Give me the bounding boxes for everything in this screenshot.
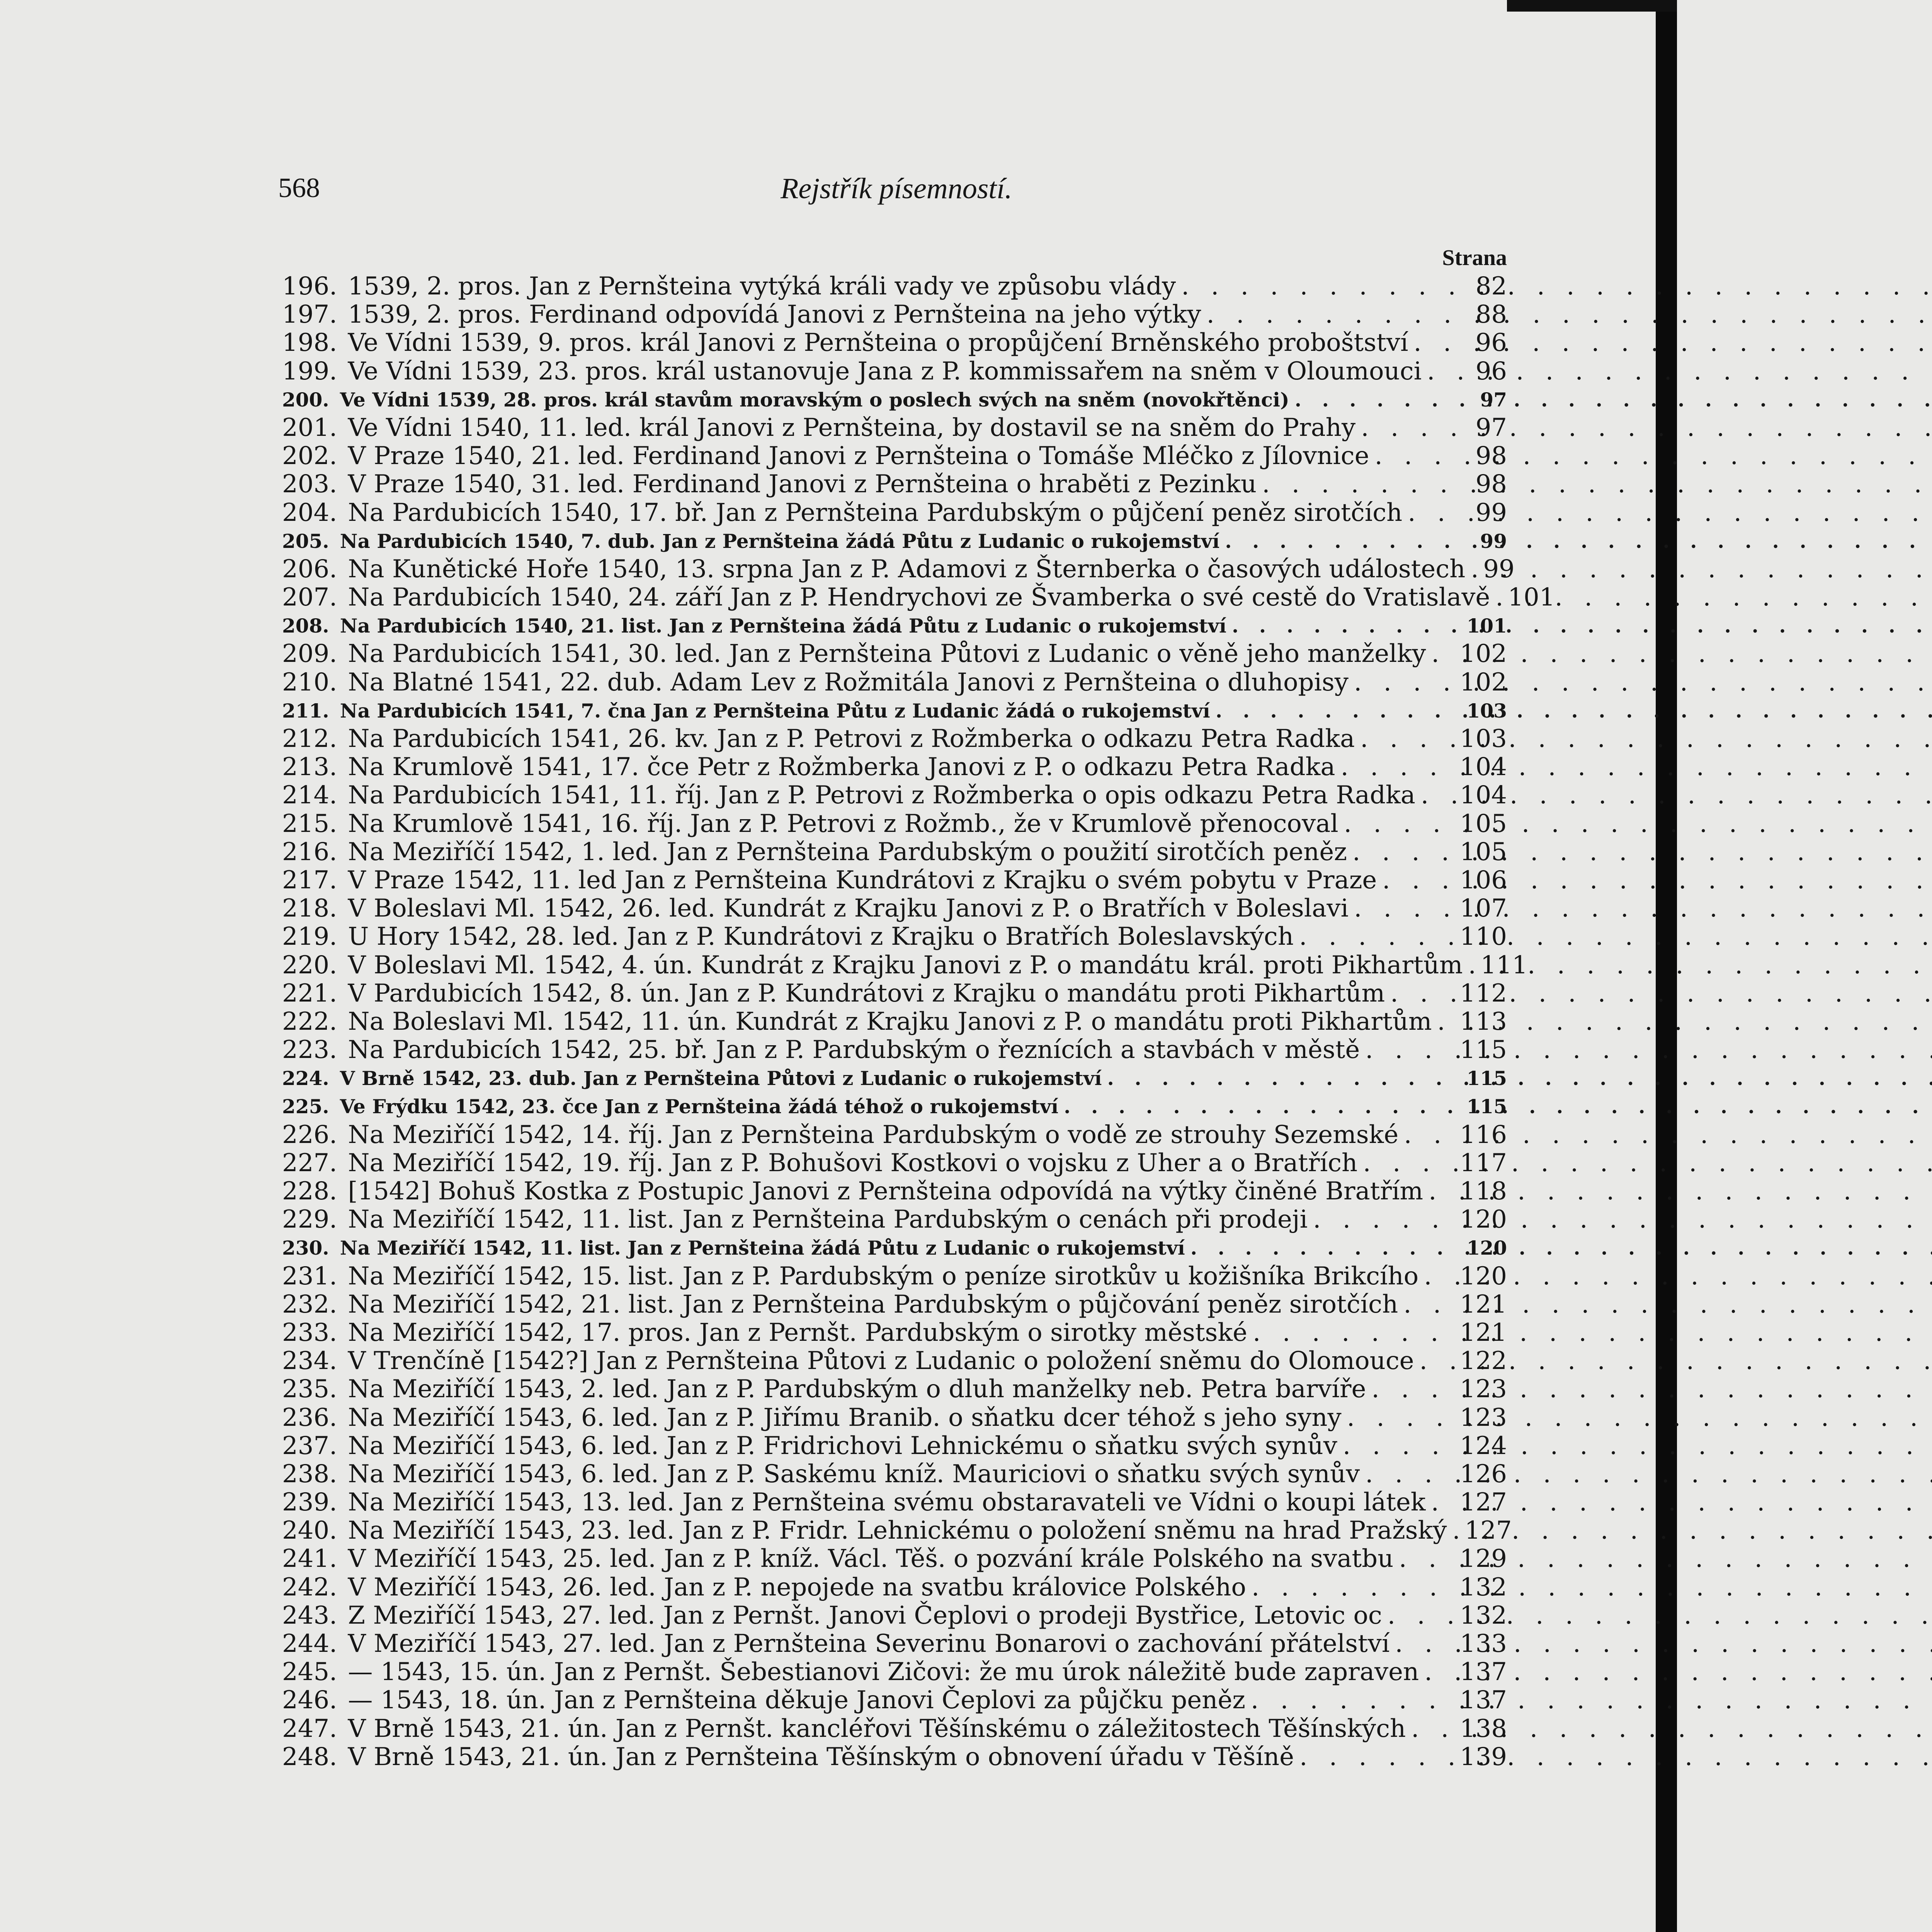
- entry-number: 226.: [282, 1120, 337, 1149]
- dot-leader: [1185, 1234, 1462, 1262]
- entry-number: 214.: [282, 781, 337, 810]
- entry-page-number: 104: [1459, 753, 1507, 782]
- dot-leader: [1335, 753, 1455, 781]
- register-entry: [282, 1432, 1507, 1460]
- entry-description: V Trenčíně [1542?] Jan z Pernšteina Půtovi z Ludanic o položení sněmu do Olomouce: [348, 1347, 1414, 1376]
- entry-number: 211.: [282, 699, 329, 722]
- page-header: [278, 172, 1511, 207]
- entry-description: Na Pardubicích 1540, 7. dub. Jan z Pernšteina žádá Půtu z Ludanic o rukojemství: [340, 529, 1220, 553]
- entry-page-number: 102: [1459, 668, 1507, 697]
- entry-number: 221.: [282, 979, 337, 1008]
- dot-leader: [1247, 1319, 1455, 1347]
- dot-leader: [1398, 1121, 1455, 1149]
- register-entry: [282, 272, 1507, 301]
- dot-leader: [1385, 980, 1455, 1008]
- entry-description: Na Meziříčí 1543, 6. led. Jan z P. Fridrichovi Lehnickému o sňatku svých synův: [348, 1431, 1337, 1460]
- entry-number: 225.: [282, 1095, 329, 1118]
- entry-page-number: 123: [1459, 1403, 1507, 1432]
- entry-description: Ve Vídni 1539, 9. pros. král Janovi z Pernšteina o propůjčení Brněnského proboštství: [348, 328, 1408, 357]
- register-entry: [282, 527, 1507, 555]
- entry-page-number: 106: [1459, 866, 1507, 895]
- entry-page-number: 116: [1459, 1120, 1507, 1149]
- register-entry: [282, 668, 1507, 697]
- entry-number: 228.: [282, 1177, 337, 1206]
- page-column-label: Strana: [1442, 245, 1507, 270]
- entry-number: 207.: [282, 583, 337, 612]
- entry-description: V Meziříčí 1543, 26. led. Jan z P. nepojede na svatbu královice Polského: [348, 1573, 1246, 1602]
- register-entry: [282, 640, 1507, 668]
- dot-leader: [1463, 951, 1476, 980]
- entry-page-number: 139: [1459, 1742, 1507, 1771]
- dot-leader: [1337, 1432, 1455, 1460]
- entry-description: V Brně 1543, 21. ún. Jan z Pernšteina Těšínským o obnovení úřadu v Těšíně: [348, 1742, 1294, 1771]
- register-entry: [282, 1262, 1507, 1291]
- dot-leader: [1426, 640, 1455, 668]
- entry-number: 215.: [282, 809, 337, 838]
- entry-page-number: 124: [1459, 1431, 1507, 1460]
- register-entry: [282, 1602, 1507, 1630]
- entry-description: V Meziříčí 1543, 27. led. Jan z Pernšteina Severinu Bonarovi o zachování přátelství: [348, 1629, 1390, 1658]
- register-list: [282, 272, 1555, 1771]
- register-entry: [282, 1008, 1507, 1036]
- entry-page-number: 129: [1459, 1544, 1507, 1573]
- entry-number: 223.: [282, 1036, 337, 1065]
- entry-number: 248.: [282, 1742, 337, 1771]
- register-entry: [282, 414, 1507, 442]
- register-entry: [282, 583, 1555, 612]
- page-title: Rejstřík písemností.: [781, 172, 1012, 205]
- entry-number: 197.: [282, 300, 337, 329]
- entry-page-number: 137: [1459, 1686, 1507, 1715]
- register-entry: [282, 1375, 1507, 1403]
- entry-number: 230.: [282, 1236, 329, 1260]
- dot-leader: [1210, 697, 1462, 725]
- entry-page-number: 138: [1459, 1714, 1507, 1743]
- entry-number: 199.: [282, 357, 337, 386]
- entry-page-number: 112: [1459, 979, 1507, 1008]
- entry-number: 208.: [282, 614, 329, 638]
- dot-leader: [1382, 1602, 1455, 1630]
- register-entry: [282, 612, 1507, 640]
- entry-page-number: 97: [1475, 413, 1507, 442]
- entry-description: V Boleslavi Ml. 1542, 26. led. Kundrát z Krajku Janovi z P. o Bratřích v Boleslavi: [348, 894, 1349, 923]
- dot-leader: [1360, 1460, 1455, 1488]
- entry-description: — 1543, 18. ún. Jan z Pernšteina děkuje Janovi Čeplovi za půjčku peněz: [348, 1686, 1245, 1715]
- entry-page-number: 107: [1459, 894, 1507, 923]
- register-entry: [282, 301, 1507, 329]
- dot-leader: [1294, 923, 1455, 951]
- register-entry: [282, 1036, 1507, 1064]
- register-entry: [282, 810, 1507, 838]
- entry-page-number: 122: [1459, 1347, 1507, 1376]
- entry-page-number: 137: [1459, 1658, 1507, 1687]
- dot-leader: [1355, 725, 1455, 753]
- entry-number: 240.: [282, 1516, 337, 1545]
- entry-description: Na Pardubicích 1541, 26. kv. Jan z P. Petrovi z Rožmberka o odkazu Petra Radka: [348, 724, 1355, 753]
- entry-page-number: 121: [1459, 1318, 1507, 1347]
- dot-leader: [1342, 1404, 1455, 1432]
- entry-number: 245.: [282, 1658, 337, 1687]
- entry-number: 242.: [282, 1573, 337, 1602]
- entry-page-number: 97: [1480, 388, 1507, 411]
- entry-number: 200.: [282, 388, 329, 411]
- entry-description: Na Meziříčí 1542, 1. led. Jan z Pernšteina Pardubským o použití sirotčích peněz: [348, 837, 1347, 866]
- entry-number: 237.: [282, 1431, 337, 1460]
- register-entry: [282, 1715, 1507, 1743]
- entry-number: 202.: [282, 442, 337, 471]
- dot-leader: [1355, 414, 1471, 442]
- register-entry: [282, 1573, 1507, 1602]
- entry-number: 229.: [282, 1205, 337, 1234]
- register-entry: [282, 329, 1507, 357]
- entry-number: 247.: [282, 1714, 337, 1743]
- entry-number: 210.: [282, 668, 337, 697]
- entry-number: 239.: [282, 1488, 337, 1517]
- entry-description: Na Meziříčí 1543, 23. led. Jan z P. Fridr. Lehnickému o položení sněmu na hrad Pražský: [348, 1516, 1447, 1545]
- dot-leader: [1257, 470, 1471, 498]
- scan-border-top: [1507, 0, 1677, 12]
- register-entry: [282, 753, 1507, 781]
- register-entry: [282, 725, 1507, 753]
- entry-number: 224.: [282, 1067, 329, 1090]
- dot-leader: [1308, 1206, 1455, 1234]
- entry-number: 217.: [282, 866, 337, 895]
- dot-leader: [1201, 301, 1471, 329]
- dot-leader: [1389, 1630, 1455, 1658]
- register-entry: [282, 1206, 1507, 1234]
- entry-number: 233.: [282, 1318, 337, 1347]
- dot-leader: [1366, 1375, 1455, 1403]
- entry-page-number: 96: [1475, 328, 1507, 357]
- dot-leader: [1294, 1743, 1455, 1771]
- register-entry: [282, 1347, 1507, 1375]
- entry-description: Na Meziříčí 1542, 15. list. Jan z P. Pardubským o peníze sirotkův u kožišníka Brikcího: [348, 1262, 1419, 1291]
- entry-description: Ve Vídni 1539, 28. pros. král stavům moravským o poslech svých na sněm (novokřtěnci): [340, 388, 1289, 411]
- dot-leader: [1369, 442, 1471, 470]
- entry-page-number: 99: [1483, 554, 1515, 583]
- entry-description: Na Boleslavi Ml. 1542, 11. ún. Kundrát z Krajku Janovi z P. o mandátu proti Pikhartům: [348, 1007, 1432, 1036]
- entry-page-number: 127: [1464, 1516, 1512, 1545]
- dot-leader: [1490, 583, 1503, 612]
- entry-number: 204.: [282, 498, 337, 527]
- entry-description: V Brně 1543, 21. ún. Jan z Pernšt. kancléřovi Těšínskému o záležitostech Těšínských: [348, 1714, 1406, 1743]
- entry-number: 206.: [282, 554, 337, 583]
- entry-description: V Boleslavi Ml. 1542, 4. ún. Kundrát z Krajku Janovi z P. o mandátu král. proti Pikhartům: [348, 951, 1463, 980]
- dot-leader: [1360, 1036, 1455, 1064]
- register-entry: [282, 470, 1507, 498]
- entry-description: V Pardubicích 1542, 8. ún. Jan z P. Kundrátovi z Krajku o mandátu proti Pikhartům: [348, 979, 1385, 1008]
- entry-page-number: 111: [1480, 951, 1528, 980]
- dot-leader: [1398, 1291, 1455, 1319]
- entry-page-number: 105: [1459, 837, 1507, 866]
- dot-leader: [1402, 499, 1471, 527]
- entry-number: 213.: [282, 753, 337, 782]
- entry-description: Ve Vídni 1540, 11. led. král Janovi z Pernšteina, by dostavil se na sněm do Prahy: [348, 413, 1356, 442]
- entry-page-number: 115: [1459, 1036, 1507, 1065]
- entry-description: Na Pardubicích 1540, 21. list. Jan z Pernšteina žádá Půtu z Ludanic o rukojemství: [340, 614, 1226, 638]
- entry-description: Na Meziříčí 1542, 17. pros. Jan z Pernšt. Pardubským o sirotky městské: [348, 1318, 1248, 1347]
- register-entry: [282, 697, 1507, 725]
- register-entry: [282, 1064, 1507, 1092]
- dot-leader: [1418, 1262, 1455, 1291]
- entry-page-number: 120: [1466, 1236, 1507, 1260]
- entry-number: 212.: [282, 724, 337, 753]
- dot-leader: [1289, 386, 1471, 414]
- entry-number: 218.: [282, 894, 337, 923]
- dot-leader: [1226, 612, 1462, 640]
- register-entry: [282, 1092, 1507, 1121]
- dot-leader: [1423, 1177, 1455, 1206]
- dot-leader: [1349, 895, 1455, 923]
- register-entry: [282, 1149, 1507, 1177]
- register-entry: [282, 357, 1507, 386]
- entry-description: Na Pardubicích 1541, 30. led. Jan z Pernšteina Půtovi z Ludanic o věně jeho manželky: [348, 639, 1426, 668]
- entry-page-number: 110: [1459, 922, 1507, 951]
- register-entry: [282, 895, 1507, 923]
- entry-page-number: 132: [1459, 1601, 1507, 1630]
- entry-description: Na Krumlově 1541, 16. říj. Jan z P. Petrovi z Rožmb., že v Krumlově přenocoval: [348, 809, 1338, 838]
- entry-page-number: 105: [1459, 809, 1507, 838]
- entry-number: 243.: [282, 1601, 337, 1630]
- dot-leader: [1176, 272, 1471, 301]
- entry-number: 231.: [282, 1262, 337, 1291]
- entry-description: Na Pardubicích 1540, 24. září Jan z P. Hendrychovi ze Švamberka o své cestě do Vratislavě: [348, 583, 1490, 612]
- entry-number: 198.: [282, 328, 337, 357]
- entry-page-number: 98: [1475, 470, 1507, 499]
- entry-number: 241.: [282, 1544, 337, 1573]
- dot-leader: [1393, 1545, 1455, 1573]
- entry-number: 220.: [282, 951, 337, 980]
- dot-leader: [1415, 781, 1455, 810]
- dot-leader: [1432, 1008, 1455, 1036]
- register-entry: [282, 1516, 1512, 1545]
- entry-page-number: 102: [1459, 639, 1507, 668]
- register-entry: [282, 1658, 1507, 1686]
- entry-page-number: 133: [1459, 1629, 1507, 1658]
- entry-number: 205.: [282, 529, 329, 553]
- register-entry: [282, 442, 1507, 470]
- entry-number: 234.: [282, 1347, 337, 1376]
- dot-leader: [1408, 329, 1471, 357]
- dot-leader: [1219, 527, 1471, 555]
- entry-description: Na Meziříčí 1542, 21. list. Jan z Pernšteina Pardubským o půjčování peněz sirotčích: [348, 1290, 1398, 1319]
- register-entry: [282, 499, 1507, 527]
- entry-description: V Brně 1542, 23. dub. Jan z Pernšteina Půtovi z Ludanic o rukojemství: [340, 1067, 1102, 1090]
- register-entry: [282, 866, 1507, 895]
- dot-leader: [1245, 1686, 1455, 1714]
- entry-number: 219.: [282, 922, 337, 951]
- entry-number: 196.: [282, 272, 337, 301]
- dot-leader: [1357, 1149, 1455, 1177]
- entry-number: 201.: [282, 413, 337, 442]
- entry-description: Na Krumlově 1541, 17. čce Petr z Rožmberka Janovi z P. o odkazu Petra Radka: [348, 753, 1335, 782]
- entry-description: 1539, 2. pros. Ferdinand odpovídá Janovi z Pernšteina na jeho výtky: [348, 300, 1201, 329]
- entry-page-number: 96: [1475, 357, 1507, 386]
- dot-leader: [1465, 555, 1478, 583]
- entry-description: Na Meziříčí 1543, 6. led. Jan z P. Saskému kníž. Mauriciovi o sňatku svých synův: [348, 1459, 1360, 1488]
- register-entry: [282, 1545, 1507, 1573]
- register-entry: [282, 1488, 1507, 1517]
- entry-page-number: 120: [1459, 1262, 1507, 1291]
- entry-description: Na Meziříčí 1543, 2. led. Jan z P. Pardubským o dluh manželky neb. Petra barvíře: [348, 1375, 1366, 1404]
- entry-number: 238.: [282, 1459, 337, 1488]
- entry-page-number: 127: [1459, 1488, 1507, 1517]
- entry-page-number: 99: [1480, 529, 1507, 553]
- entry-description: V Meziříčí 1543, 25. led. Jan z P. kníž. Václ. Těš. o pozvání krále Polského na svatbu: [348, 1544, 1394, 1573]
- entry-description: V Praze 1542, 11. led Jan z Pernšteina Kundrátovi z Krajku o svém pobytu v Praze: [348, 866, 1377, 895]
- entry-description: Na Meziříčí 1542, 11. list. Jan z Pernšteina Pardubským o cenách při prodeji: [348, 1205, 1308, 1234]
- entry-number: 244.: [282, 1629, 337, 1658]
- dot-leader: [1058, 1092, 1462, 1121]
- entry-description: 1539, 2. pros. Jan z Pernšteina vytýká králi vady ve způsobu vlády: [348, 272, 1176, 301]
- entry-description: [1542] Bohuš Kostka z Postupic Janovi z Pernšteina odpovídá na výtky činěné Bratřím: [348, 1177, 1423, 1206]
- entry-number: 216.: [282, 837, 337, 866]
- entry-page-number: 120: [1459, 1205, 1507, 1234]
- entry-page-number: 101: [1466, 614, 1507, 638]
- entry-number: 222.: [282, 1007, 337, 1036]
- register-entry: [282, 1319, 1507, 1347]
- register-entry: [282, 1177, 1507, 1206]
- register-entry: [282, 1121, 1507, 1149]
- register-entry: [282, 1686, 1507, 1714]
- entry-description: Na Pardubicích 1541, 11. říj. Jan z P. Petrovi z Rožmberka o opis odkazu Petra Radka: [348, 781, 1415, 810]
- entry-description: V Praze 1540, 31. led. Ferdinand Janovi z Pernšteina o hraběti z Pezinku: [348, 470, 1257, 499]
- entry-page-number: 121: [1459, 1290, 1507, 1319]
- entry-page-number: 126: [1459, 1459, 1507, 1488]
- entry-description: — 1543, 15. ún. Jan z Pernšt. Šebestianovi Zičovi: že mu úrok náležitě bude zapraven: [348, 1658, 1419, 1687]
- dot-leader: [1349, 668, 1455, 697]
- register-entry: [282, 1743, 1507, 1771]
- entry-description: Na Meziříčí 1542, 11. list. Jan z Pernšteina žádá Půtu z Ludanic o rukojemství: [340, 1236, 1185, 1260]
- register-entry: [282, 386, 1507, 414]
- entry-description: Na Meziříčí 1543, 13. led. Jan z Pernšteina svému obstaravateli ve Vídni o koupi látek: [348, 1488, 1426, 1517]
- entry-description: Ve Frýdku 1542, 23. čce Jan z Pernšteina žádá téhož o rukojemství: [340, 1095, 1059, 1118]
- entry-description: U Hory 1542, 28. led. Jan z P. Kundrátovi z Krajku o Bratřích Boleslavských: [348, 922, 1294, 951]
- entry-page-number: 99: [1475, 498, 1507, 527]
- register-entry: [282, 1404, 1507, 1432]
- dot-leader: [1102, 1064, 1462, 1092]
- dot-leader: [1377, 866, 1455, 895]
- entry-description: Na Pardubicích 1542, 25. bř. Jan z P. Pardubským o řeznících a stavbách v městě: [348, 1036, 1360, 1065]
- entry-description: Na Meziříčí 1542, 14. říj. Jan z Pernšteina Pardubským o vodě ze strouhy Sezemské: [348, 1120, 1399, 1149]
- register-entry: [282, 1460, 1507, 1488]
- register-entry: [282, 1291, 1507, 1319]
- entry-description: Na Meziříčí 1543, 6. led. Jan z P. Jiřímu Branib. o sňatku dcer téhož s jeho syny: [348, 1403, 1342, 1432]
- entry-description: Na Kunětické Hoře 1540, 13. srpna Jan z P. Adamovi z Šternberka o časových událostech: [348, 554, 1466, 583]
- entry-page-number: 101: [1508, 583, 1555, 612]
- register-entry: [282, 980, 1507, 1008]
- dot-leader: [1406, 1715, 1455, 1743]
- entry-page-number: 132: [1459, 1573, 1507, 1602]
- entry-page-number: 113: [1459, 1007, 1507, 1036]
- entry-page-number: 117: [1459, 1148, 1507, 1177]
- entry-page-number: 104: [1459, 781, 1507, 810]
- entry-number: 236.: [282, 1403, 337, 1432]
- entry-number: 209.: [282, 639, 337, 668]
- entry-page-number: 98: [1475, 442, 1507, 471]
- entry-number: 235.: [282, 1375, 337, 1404]
- dot-leader: [1422, 357, 1471, 386]
- entry-number: 203.: [282, 470, 337, 499]
- register-entry: [282, 923, 1507, 951]
- entry-number: 246.: [282, 1686, 337, 1715]
- entry-number: 232.: [282, 1290, 337, 1319]
- entry-page-number: 82: [1475, 272, 1507, 301]
- page-number: 568: [278, 172, 320, 203]
- entry-number: 227.: [282, 1148, 337, 1177]
- register-entry: [282, 838, 1507, 866]
- dot-leader: [1246, 1573, 1455, 1602]
- entry-description: Na Pardubicích 1540, 17. bř. Jan z Pernšteina Pardubským o půjčení peněz sirotčích: [348, 498, 1403, 527]
- dot-leader: [1347, 838, 1455, 866]
- entry-page-number: 115: [1466, 1067, 1507, 1090]
- dot-leader: [1447, 1517, 1460, 1545]
- entry-description: Na Blatné 1541, 22. dub. Adam Lev z Rožmitála Janovi z Pernšteina o dluhopisy: [348, 668, 1349, 697]
- entry-page-number: 123: [1459, 1375, 1507, 1404]
- entry-description: Z Meziříčí 1543, 27. led. Jan z Pernšt. Janovi Čeplovi o prodeji Bystřice, Letovic oc: [348, 1601, 1382, 1630]
- register-entry: [282, 554, 1515, 583]
- entry-page-number: 118: [1459, 1177, 1507, 1206]
- register-entry: [282, 1234, 1507, 1262]
- entry-description: Na Meziříčí 1542, 19. říj. Jan z P. Bohušovi Kostkovi o vojsku z Uher a o Bratřích: [348, 1148, 1358, 1177]
- entry-page-number: 103: [1466, 699, 1507, 722]
- entry-description: V Praze 1540, 21. led. Ferdinand Janovi z Pernšteina o Tomáše Mléčko z Jílovnice: [348, 442, 1369, 471]
- entry-page-number: 103: [1459, 724, 1507, 753]
- dot-leader: [1338, 810, 1455, 838]
- dot-leader: [1414, 1347, 1455, 1375]
- entry-description: Ve Vídni 1539, 23. pros. král ustanovuje Jana z P. kommissařem na sněm v Oloumouci: [348, 357, 1422, 386]
- register-entry: [282, 951, 1528, 980]
- entry-description: Na Pardubicích 1541, 7. čna Jan z Pernšteina Půtu z Ludanic žádá o rukojemství: [340, 699, 1210, 722]
- entry-page-number: 88: [1475, 300, 1507, 329]
- dot-leader: [1425, 1488, 1455, 1517]
- entry-page-number: 115: [1466, 1095, 1507, 1118]
- register-entry: [282, 781, 1507, 810]
- register-entry: [282, 1630, 1507, 1658]
- dot-leader: [1419, 1658, 1455, 1686]
